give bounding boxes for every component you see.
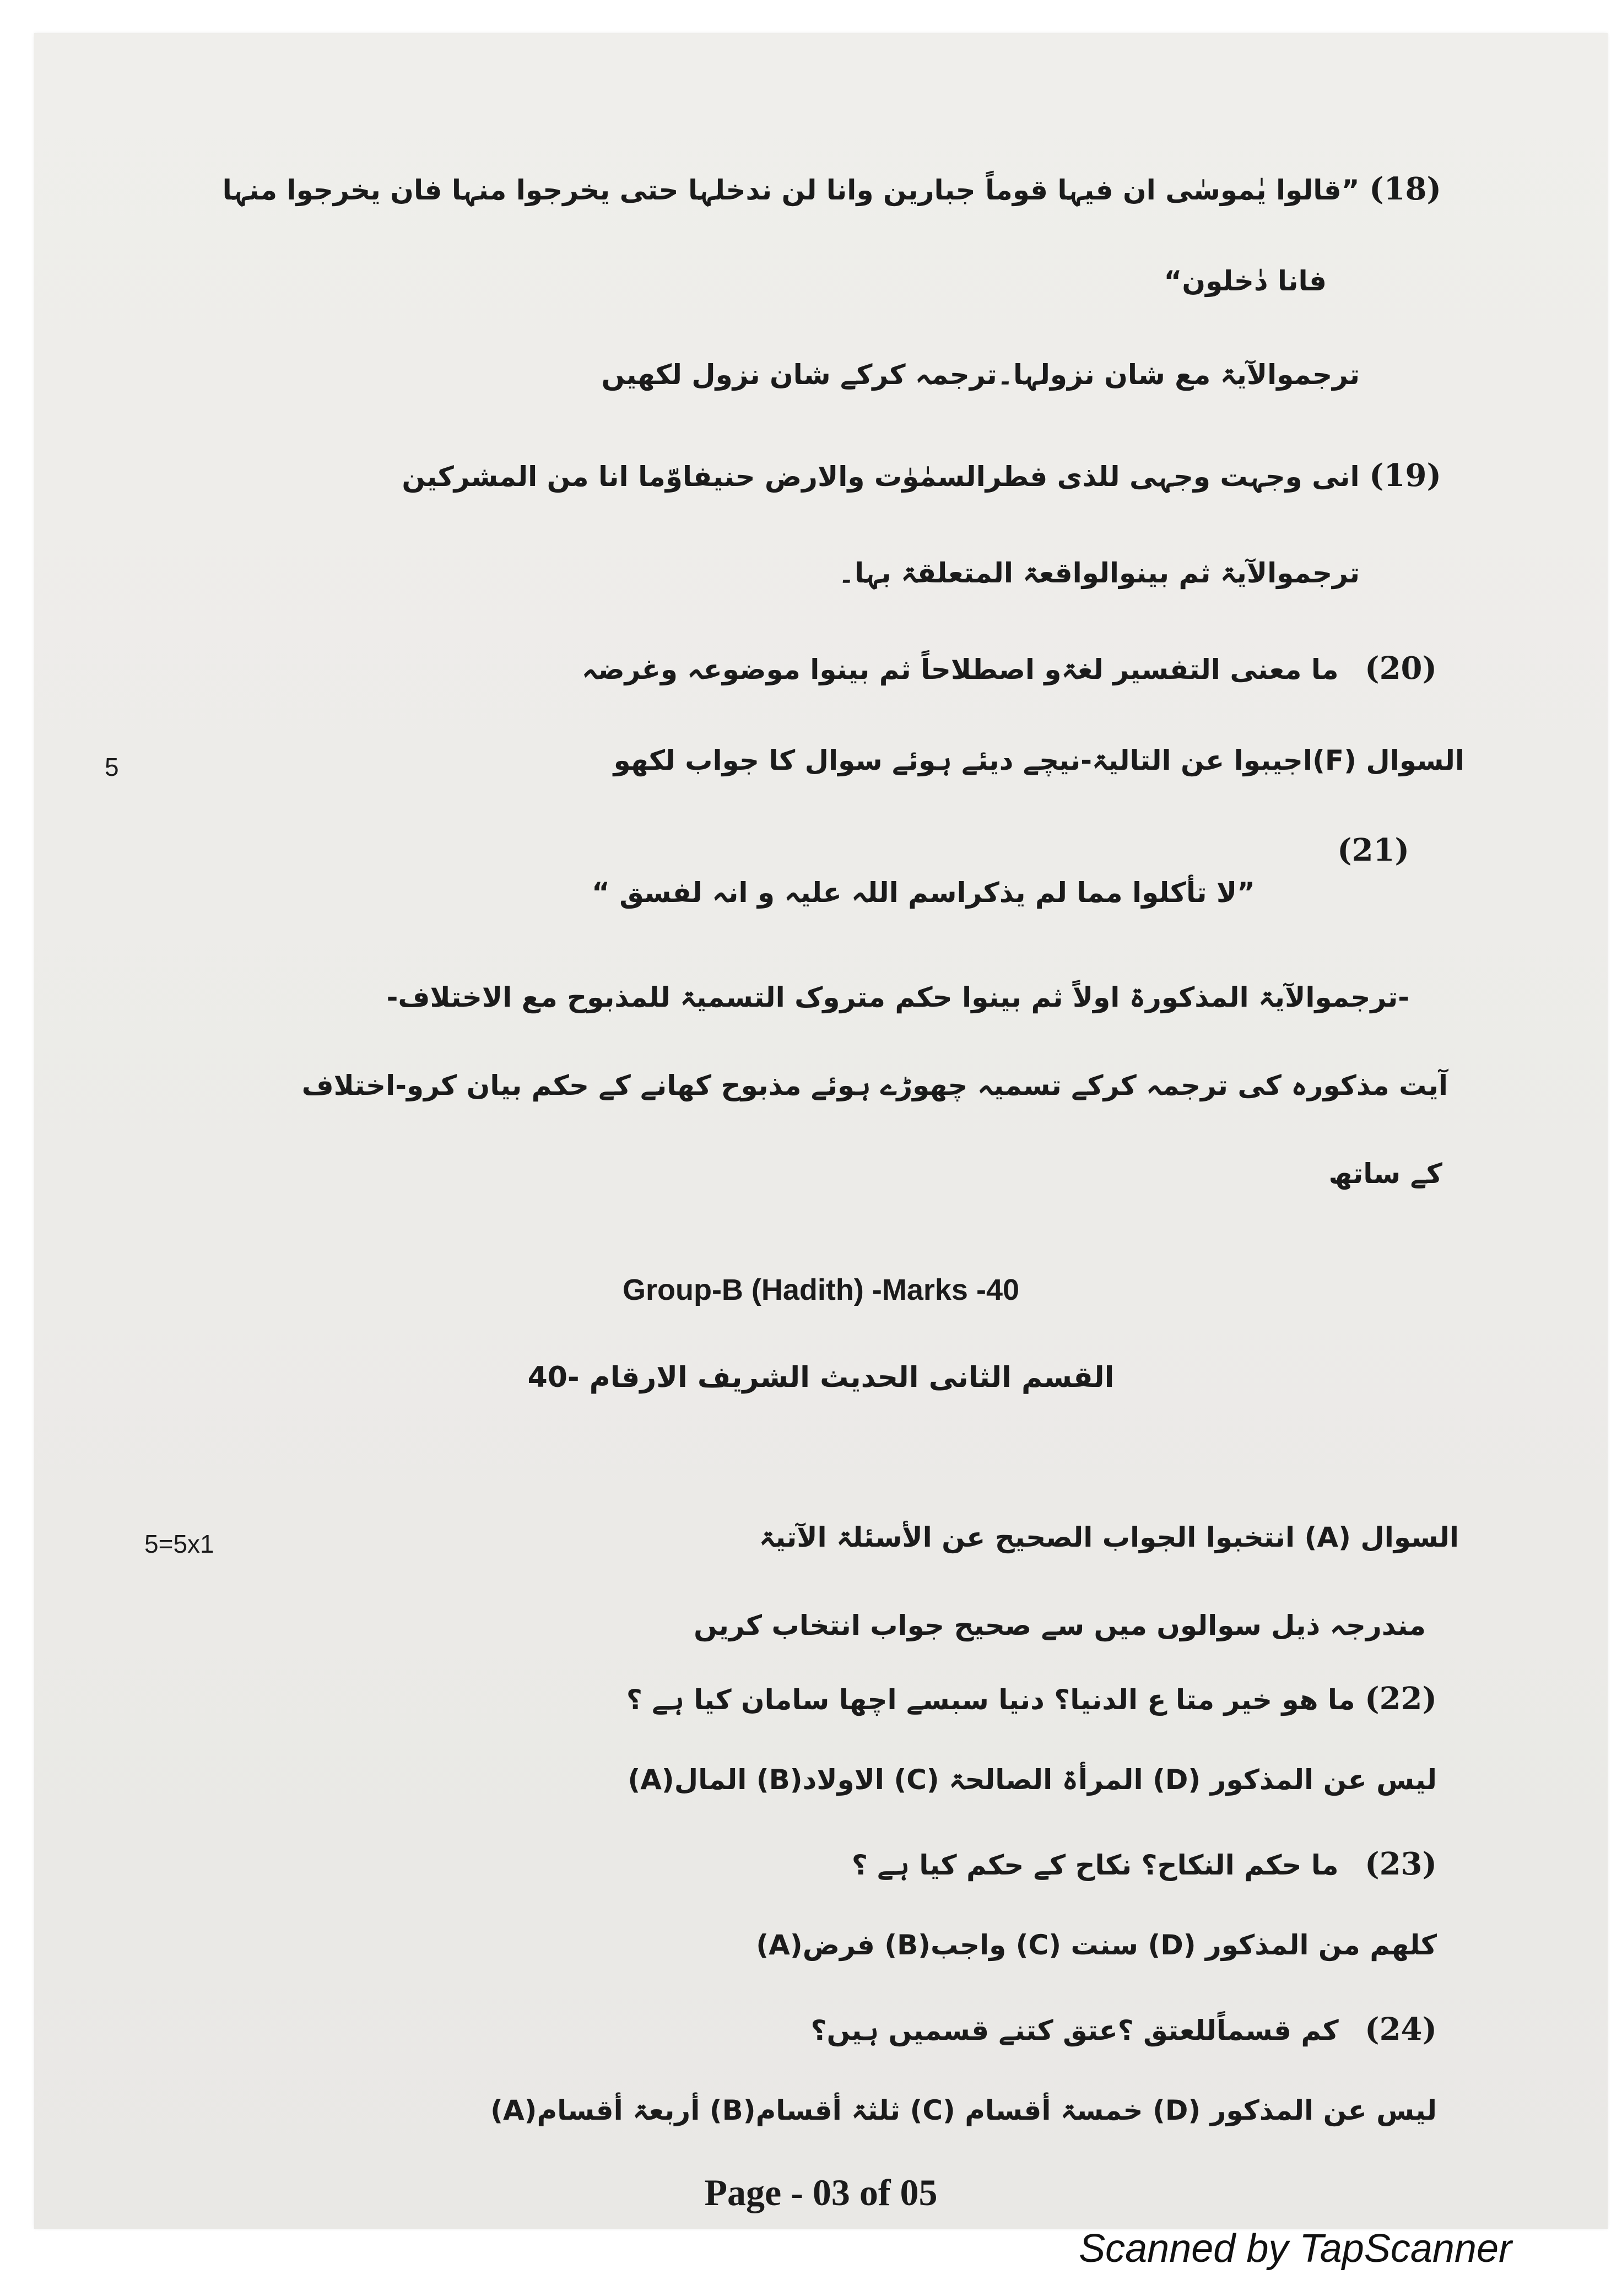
- group-b-title: Group-B (Hadith) -Marks -40: [622, 1273, 1020, 1306]
- section-a-marks: 5=5x1: [144, 1530, 214, 1558]
- question-text: کم قسماًللعتق ؟عتق کتنے قسمیں ہیں؟: [810, 2014, 1339, 2046]
- question-22-options: (A)المال (B)الاولاد (C) المرأۃ الصالحۃ (D) لیس عن المذکور: [628, 1764, 1437, 1796]
- question-number: (22): [1365, 1681, 1437, 1717]
- question-text: انی وجہت وجہی للذی فطرالسمٰوٰت والارض حنیفاوّما انا من المشرکین: [402, 461, 1360, 493]
- question-24-options: (A)أربعۃ أقسام (B)ثلثۃ أقسام (C) خمسۃ أقسام (D) لیس عن المذکور: [490, 2094, 1437, 2126]
- question-18: [223, 171, 1441, 208]
- page-number: Page - 03 of 05: [704, 2171, 938, 2213]
- group-b-arabic-title: القسم الثانی الحدیث الشریف الارقام -40: [527, 1361, 1115, 1394]
- section-f-marks: 5: [105, 753, 119, 781]
- question-text: ما معنی التفسیر لغۃو اصطلاحاً ثم بینوا موضوعہ وغرضہ: [582, 653, 1339, 685]
- question-22: [626, 1681, 1437, 1717]
- question-21-instruction-arabic: -ترجموالآیۃ المذکورۃ اولاً ثم بینوا حکم متروک التسمیۃ للمذبوح مع الاختلاف-: [386, 981, 1409, 1013]
- question-21-instruction-urdu-cont: کے ساتھ: [1328, 1158, 1442, 1190]
- question-19-instruction: ترجموالآیۃ ثم بینوالواقعۃ المتعلقۃ بہا۔: [838, 557, 1360, 589]
- question-number: (19): [1369, 457, 1441, 494]
- question-24: [810, 2011, 1437, 2048]
- question-21-instruction-urdu: آیت مذکورہ کی ترجمہ کرکے تسمیہ چھوڑے ہوئے مذبوح کھانے کے حکم بیان کرو-اختلاف: [301, 1069, 1448, 1101]
- question-text: ”قالوا یٰموسٰی ان فیہا قوماً جبارین وانا لن ندخلہا حتی یخرجوا منہا فان یخرجوا منہا: [222, 174, 1360, 206]
- section-f-heading: السوال (F)اجیبوا عن التالیۃ-نیچے دیئے ہوئے سوال کا جواب لکھو: [613, 744, 1464, 776]
- question-19: [402, 457, 1441, 494]
- question-text: ما ھو خیر متا ع الدنیا؟ دنیا سبسے اچھا سامان کیا ہے ؟: [626, 1684, 1355, 1716]
- question-number: (23): [1365, 1846, 1437, 1882]
- question-20: [582, 650, 1437, 687]
- question-21-text: ”لا تأکلوا مما لم یذکراسم اللہ علیہ و انہ لفسق “: [591, 877, 1255, 909]
- question-number: (24): [1365, 2011, 1437, 2048]
- section-a-subheading: مندرجہ ذیل سوالوں میں سے صحیح جواب انتخاب کریں: [694, 1609, 1426, 1641]
- question-number: (18): [1369, 171, 1441, 207]
- question-18-instruction: ترجموالآیۃ مع شان نزولہا۔ترجمہ کرکے شان نزول لکھیں: [601, 359, 1360, 391]
- question-21: [1337, 832, 1409, 869]
- question-number: (21): [1337, 832, 1409, 868]
- question-23: [852, 1846, 1437, 1883]
- scanner-watermark: Scanned by TapScanner: [1079, 2227, 1512, 2271]
- question-number: (20): [1365, 650, 1437, 687]
- section-a-heading: السوال (A) انتخبوا الجواب الصحیح عن الأسئلۃ الآتیۃ: [759, 1521, 1459, 1553]
- question-23-options: (A)فرض (B)واجب (C) سنت (D) کلھم من المذکور: [756, 1929, 1437, 1961]
- question-text: ما حکم النکاح؟ نکاح کے حکم کیا ہے ؟: [851, 1849, 1339, 1881]
- exam-page: [34, 33, 1608, 2229]
- question-18-continuation: فانا دٰخلون“: [1164, 265, 1327, 297]
